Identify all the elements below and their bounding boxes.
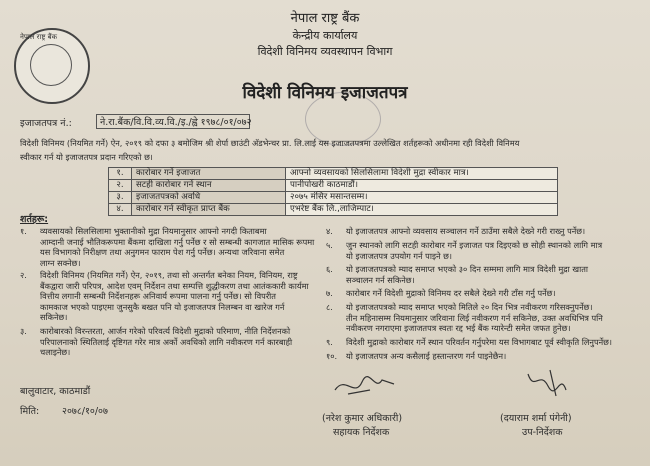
condition-line: सञ्चालन गर्न सकिनेछ। [346, 274, 415, 285]
department-name: विदेशी विनिमय व्यवस्थापन विभाग [257, 45, 393, 58]
condition-item [326, 288, 630, 300]
condition-number: ८. [326, 302, 333, 312]
condition-number: ६. [326, 264, 333, 274]
details-num: ४. [109, 204, 132, 216]
date-label: मिति: [20, 406, 40, 417]
condition-number: ३. [20, 326, 27, 336]
condition-line: सकिनेछ। [40, 312, 68, 322]
condition-line: आम्दानी जनाई भौतिकरूपमा बैंकमा दाखिला गर्नु पर्नेछ र सो सम्बन्धी कागजात मासिक रूपमा [40, 236, 315, 247]
condition-item [326, 264, 630, 286]
details-value: एभरेष्ट बैंक लि.,लाजिम्पाट। [286, 204, 558, 216]
condition-line: यो इजाजतपत्र अन्य कसैलाई हस्तान्तरण गर्न पाइनेछैन। [346, 351, 507, 361]
condition-item [326, 240, 630, 262]
condition-item [326, 302, 630, 335]
condition-line: बैंकद्वारा जारी परिपत्र, आदेश एवम् निर्देशन तथा सम्पत्ति शुद्धीकरण तथा आतंककारी कार्यमा [40, 280, 309, 291]
intro-line-2: स्वीकार गर्न यो इजाजतपत्र प्रदान गरिएको छ। [20, 152, 153, 162]
intro-line-1: विदेशी विनिमय (नियमित गर्ने) ऐन, २०१९ को दफा ३ बमोजिम श्री शेर्पा छाउंटी अ‍ॅडभेन्चर प्रा. लि.लाई यस इजाजतपत्रमा उल्लेखित शर्तहरूको अधीनमा रही विदेशी विनिमय [20, 138, 520, 148]
details-key: सटही कारोबार गर्ने स्थान [132, 180, 286, 192]
condition-item [20, 226, 320, 270]
details-value: पानीपोखरी काठमाडौं। [286, 180, 558, 192]
issue-date: २०७८/१०/०७ [62, 406, 108, 417]
condition-line: यस विभागको निरीक्षण तथा अनुगमन फाराम पेश गर्नु पर्नेछ। अन्यथा जरिवाना समेत [40, 247, 285, 257]
office-name: केन्द्रीय कार्यालय [292, 29, 358, 42]
details-value: २०७५ मंसिर मसान्तसम्म। [286, 192, 558, 204]
condition-item [326, 226, 630, 238]
signatory-left-name: (नरेश कुमार अधिकारी) [322, 413, 403, 424]
condition-line: विदेशी विनिमय (नियमित गर्ने) ऐन, २०१९, तथा सो अन्तर्गत बनेका नियम, विनियम, राष्ट्र [40, 270, 298, 280]
details-num: ३. [109, 192, 132, 204]
condition-number: २. [20, 270, 27, 280]
condition-line: परिपालनाको स्थितिलाई दृष्टिगत गरेर मात्र अर्को अवधिको लागि नवीकरण गर्न कारबाही [40, 336, 293, 347]
condition-line: वित्तीय लगानी सम्बन्धी निर्देशनहरू अनिवार्य रूपमा पालना गर्नु पर्नेछ। सो विपरीत [40, 291, 276, 301]
details-row [109, 180, 558, 192]
condition-item [20, 270, 320, 326]
condition-line: जुन स्थानको लागि सटही कारोबार गर्ने इजाजत पत्र दिइएको छ सोही स्थानको लागि मात्र [346, 240, 603, 250]
license-details-table [108, 167, 558, 216]
condition-number: ४. [326, 226, 333, 236]
signature-right [520, 366, 580, 400]
signatory-left-designation: सहायक निर्देशक [333, 427, 390, 438]
condition-number: ७. [326, 288, 333, 298]
condition-line: विदेशी मुद्राको कारोबार गर्ने स्थान परिवर्तन गर्नुपरेमा यस विभागबाट पूर्व स्वीकृति लिनुपर्नेछ। [346, 337, 613, 347]
condition-line: यो इजाजतपत्रको म्याद समाप्त भएको मितिले २० दिन भित्र नवीकरण गरिसक्नुपर्नेछ। [346, 302, 593, 312]
details-key: इजाजतपत्रको अवधि [132, 192, 286, 204]
condition-number: ९. [326, 337, 333, 347]
details-num: १. [109, 168, 132, 180]
details-row [109, 204, 558, 216]
reference-label: इजाजतपत्र नं.: [20, 118, 72, 129]
condition-item [326, 351, 630, 363]
reference-number: ने.रा.बैंक/वि.वि.व्य.वि./इ./ह्वे १९७८/०१/०७२ [100, 117, 252, 128]
bank-name: नेपाल राष्ट्र बैंक [290, 11, 360, 26]
condition-line: कारोबारको विरन्तरता, आर्जन गरेको परिवर्त्य विदेशी मुद्राको परिमाण, नीति निर्देशनको [40, 326, 291, 336]
condition-line: कारोबार गर्ने विदेशी मुद्राको विनिमय दर सबैले देख्ने गरी टाँस गर्नु पर्नेछ। [346, 288, 556, 298]
condition-line: यो इजाजतपत्र उपयोग गर्न पाइने छ। [346, 250, 452, 261]
signatory-right-designation: उप-निर्देशक [522, 427, 563, 438]
condition-line: कामकाज भएको पाइएमा जुनसुकै बखत पनि यो इजाजतपत्र निलम्बन वा खारेज गर्न [40, 301, 285, 312]
condition-line: यो इजाजतपत्रको म्याद समाप्त भएको ३० दिन सम्ममा लागि मात्र विदेशी मुद्रा खाता [346, 264, 588, 274]
issue-place: बालुवाटार, काठमाडौं [20, 386, 91, 397]
details-row [109, 168, 558, 180]
condition-line: चलाइनेछ। [40, 347, 71, 357]
seal-text: नेपाल राष्ट्र बैंक [20, 33, 58, 41]
condition-number: १. [20, 226, 27, 236]
condition-item [20, 326, 320, 360]
condition-line: व्यवसायको सिलसिलामा भुक्तानीको मुद्रा नियमानुसार आफ्नो नगदी किताबमा [40, 226, 267, 236]
condition-line: नवीकरण नगराएमा इजाजतपत्र स्वतः रद्द भई बैंक ग्यारेन्टी समेत जफत हुनेछ। [346, 323, 571, 333]
details-num: २. [109, 180, 132, 192]
details-key: कारोबार गर्ने इजाजत [132, 168, 286, 180]
condition-number: १०. [326, 351, 338, 361]
condition-line: यो इजाजतपत्र आफ्नो व्यवसाय सञ्चालन गर्ने ठाउँमा सबैले देख्ने गरी राख्नु पर्नेछ। [346, 226, 586, 236]
signatory-right-name: (दयाराम शर्मा पंगेनी) [500, 413, 572, 424]
details-row [109, 192, 558, 204]
details-key: कारोबार गर्न स्वीकृत प्राप्त बैंक [132, 204, 286, 216]
document-title: विदेशी विनिमय इजाजतपत्र [242, 83, 408, 103]
condition-item [326, 337, 630, 349]
condition-line: तीन महिनासम्म नियमानुसार जरिवाना लिई नवीकरण गर्न सकिनेछ, उक्त अवधिभित्र पनि [346, 312, 603, 323]
condition-line: लाग्न सक्नेछ। [40, 257, 81, 268]
signature-left [330, 370, 400, 400]
conditions-heading: शर्तहरू: [20, 214, 49, 225]
condition-number: ५. [326, 240, 333, 250]
details-value: आफ्नो व्यवसायको सिलसिलामा विदेशी मुद्रा स्वीकार मात्र। [286, 168, 558, 180]
